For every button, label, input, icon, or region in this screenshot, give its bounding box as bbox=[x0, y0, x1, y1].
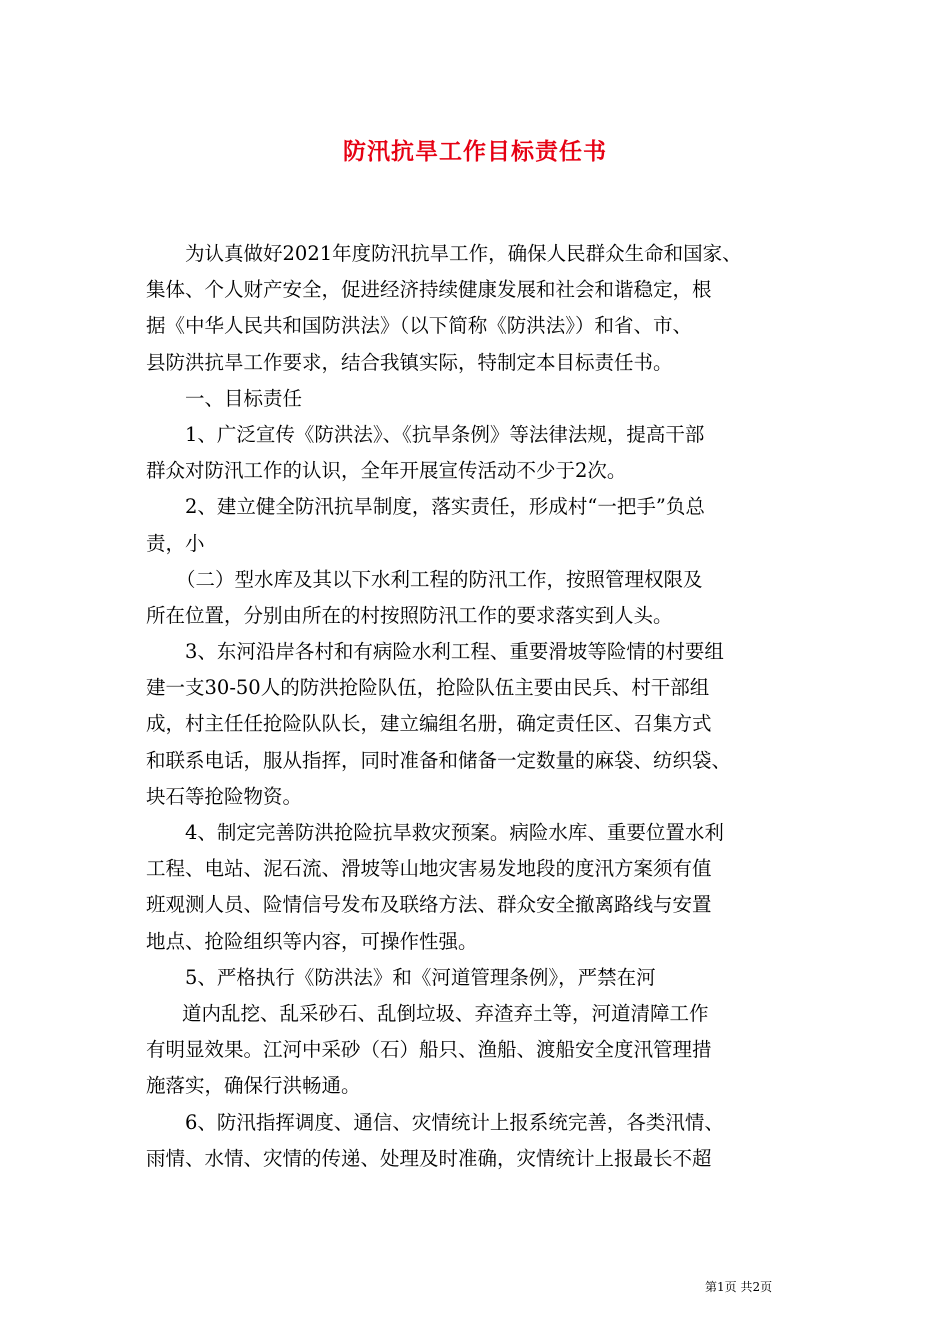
paragraph-line: 所在位置，分别由所在的村按照防汛工作的要求落实到人头。 bbox=[146, 603, 673, 627]
paragraph-line: 县防洪抗旱工作要求，结合我镇实际，特制定本目标责任书。 bbox=[146, 350, 673, 374]
paragraph-line: 群众对防汛工作的认识，全年开展宣传活动不少于2次。 bbox=[146, 459, 627, 483]
paragraph-line: 班观测人员、险情信号发布及联络方法、群众安全撤离路线与安置 bbox=[146, 893, 712, 917]
paragraph-line: 建一支30-50人的防洪抢险队伍，抢险队伍主要由民兵、村干部组 bbox=[146, 676, 710, 700]
paragraph-line: 1、广泛宣传《防洪法》、《抗旱条例》等法律法规，提高干部 bbox=[185, 422, 705, 446]
paragraph-line: 为认真做好2021年度防汛抗旱工作，确保人民群众生命和国家、 bbox=[185, 242, 742, 265]
paragraph-line: 块石等抢险物资。 bbox=[146, 784, 303, 808]
document-title: 防汛抗旱工作目标责任书 bbox=[343, 138, 607, 165]
paragraph-line: 6、防汛指挥调度、通信、灾情统计上报系统完善，各类汛情、 bbox=[185, 1110, 724, 1134]
paragraph-line: 道内乱挖、乱采砂石、乱倒垃圾、弃渣弃土等，河道清障工作 bbox=[182, 1001, 709, 1025]
paragraph-line: 雨情、水情、灾情的传递、处理及时准确，灾情统计上报最长不超 bbox=[146, 1146, 712, 1170]
section-heading: 一、目标责任 bbox=[185, 386, 303, 410]
document-body bbox=[146, 236, 816, 1177]
paragraph-line: 4、制定完善防洪抢险抗旱救灾预案。病险水库、重要位置水利 bbox=[185, 821, 724, 844]
paragraph-line: 施落实，确保行洪畅通。 bbox=[146, 1074, 361, 1098]
paragraph-line: 3、东河沿岸各村和有病险水利工程、重要滑坡等险情的村要组 bbox=[185, 640, 724, 664]
paragraph-line: 和联系电话，服从指挥，同时准备和储备一定数量的麻袋、纺织袋、 bbox=[146, 748, 732, 772]
paragraph-line: 5、严格执行《防洪法》和《河道管理条例》，严禁在河 bbox=[185, 965, 656, 989]
paragraph-line: 2、建立健全防汛抗旱制度，落实责任，形成村“一把手”负总 bbox=[185, 495, 705, 519]
paragraph-line: 成，村主任任抢险队队长，建立编组名册，确定责任区、召集方式 bbox=[146, 712, 712, 736]
paragraph-line: 有明显效果。江河中采砂（石）船只、渔船、渡船安全度汛管理措 bbox=[146, 1038, 712, 1062]
paragraph-line: 地点、抢险组织等内容，可操作性强。 bbox=[146, 929, 478, 953]
paragraph-line: 责，小 bbox=[146, 531, 205, 555]
paragraph-line: 据《中华人民共和国防洪法》（以下简称《防洪法》）和省、市、 bbox=[146, 314, 693, 338]
paragraph-line: 工程、电站、泥石流、滑坡等山地灾害易发地段的度汛方案须有值 bbox=[146, 857, 712, 881]
paragraph-line: 集体、个人财产安全，促进经济持续健康发展和社会和谐稳定，根 bbox=[146, 278, 712, 302]
page-number: 第1页 共2页 bbox=[705, 1280, 773, 1294]
paragraph-line: （二）型水库及其以下水利工程的防汛工作，按照管理权限及 bbox=[176, 567, 703, 591]
